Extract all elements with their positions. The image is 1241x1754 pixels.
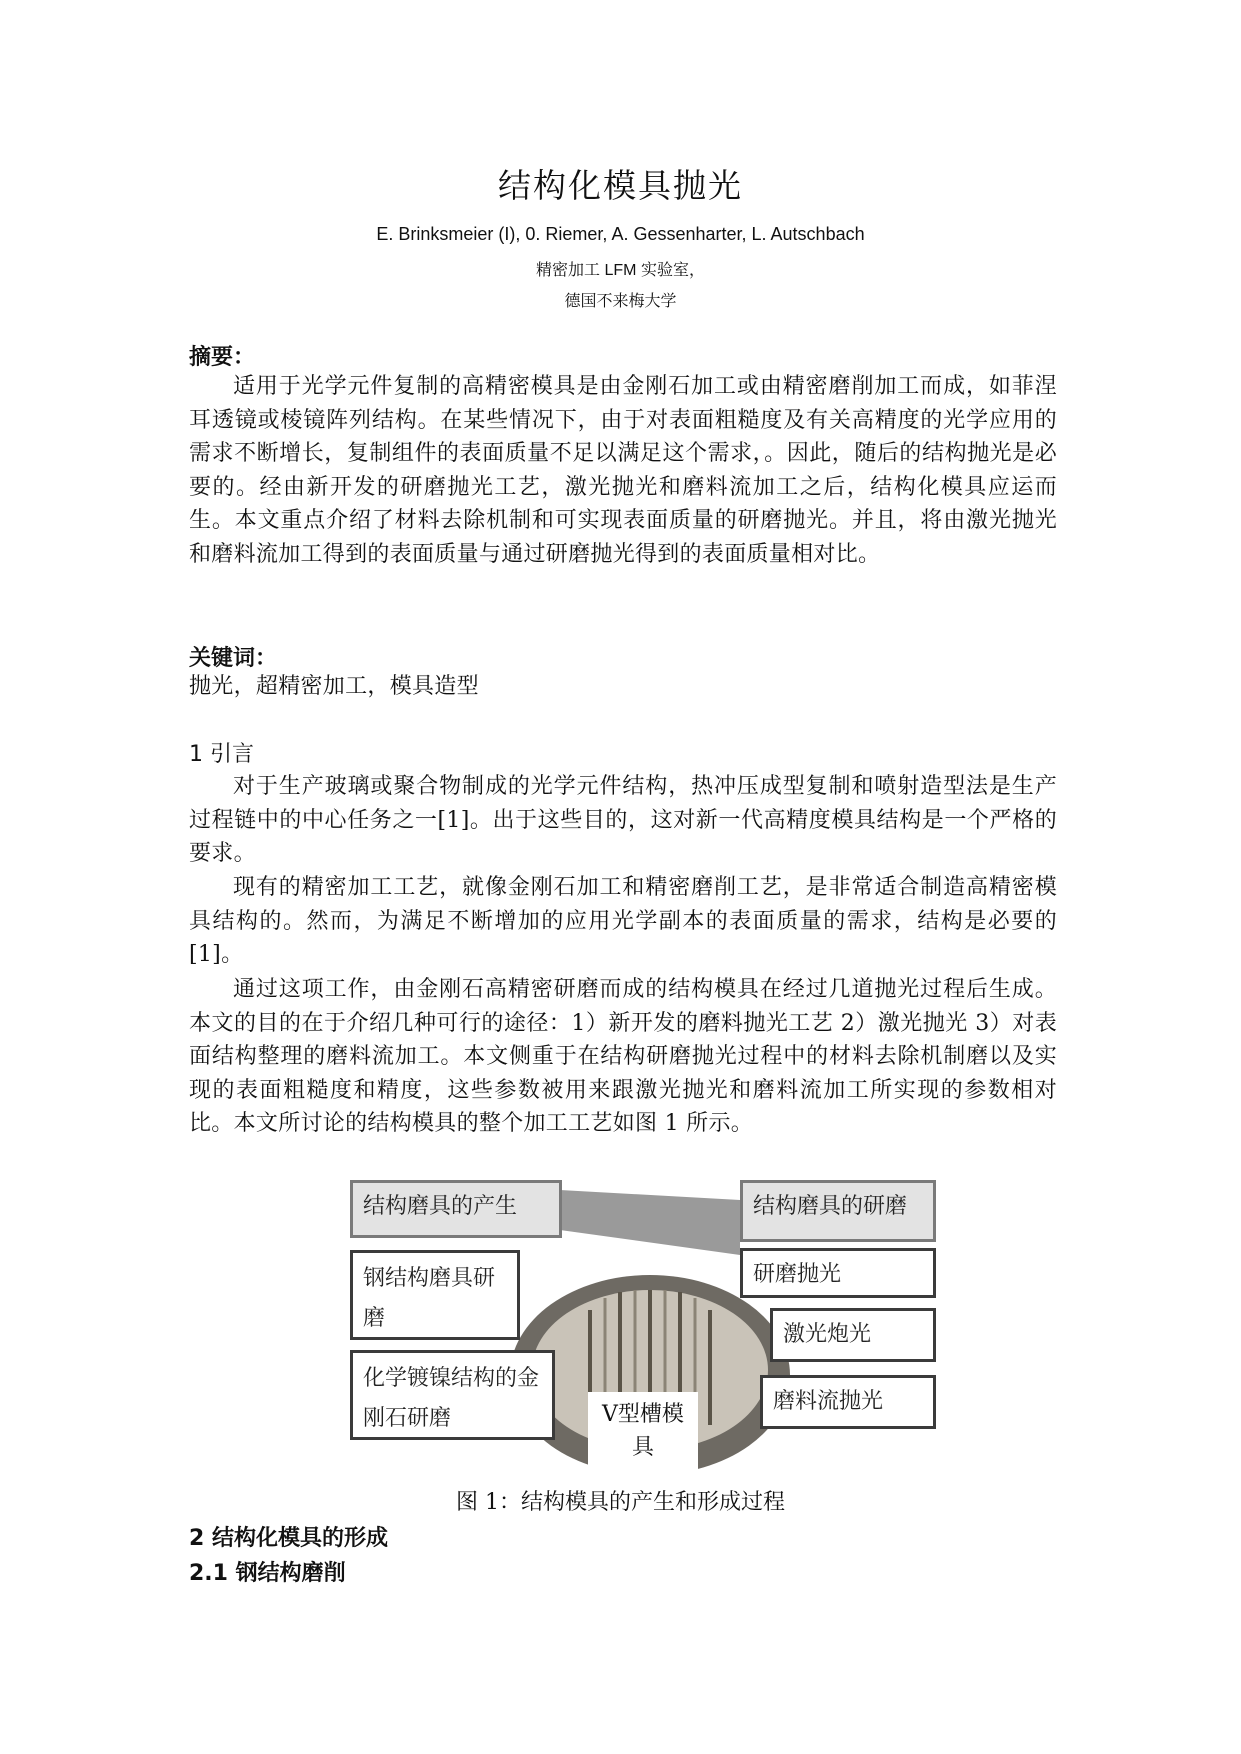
keywords-heading: 关键词： [189, 646, 278, 671]
figure-1 [350, 1180, 950, 1470]
section1-heading: 1 引言 [189, 742, 254, 767]
section2-heading: 2 结构化模具的形成 [189, 1526, 388, 1551]
mold-label: V型槽模具 [602, 1402, 684, 1460]
section2-1-heading: 2.1 钢结构磨削 [189, 1561, 346, 1586]
abstract-heading: 摘要： [189, 345, 256, 370]
box-lapping-polishing: 研磨抛光 [740, 1248, 936, 1298]
box-nickel-diamond-grinding: 化学镀镍结构的金刚石研磨 [350, 1350, 555, 1440]
funnel-shape [560, 1190, 740, 1255]
box-steel-grinding: 钢结构磨具研磨 [350, 1250, 520, 1340]
paper-title: 结构化模具抛光 [498, 166, 743, 205]
box-abrasive-flow-polishing: 磨料流抛光 [760, 1375, 936, 1429]
section1-paragraph-2: 现有的精密加工工艺，就像金刚石加工和精密磨削工艺，是非常适合制造高精密模具结构的。然而，为满足不断增加的应用光学副本的表面质量的需求，结构是必要的[1]。 [189, 875, 1057, 967]
box-laser-polishing: 激光炮光 [770, 1308, 936, 1362]
figure-1-caption: 图 1：结构模具的产生和形成过程 [456, 1490, 785, 1515]
box-mold-polishing: 结构磨具的研磨 [740, 1180, 936, 1242]
affiliation-lab: 精密加工 LFM 实验室， [536, 262, 705, 279]
keywords-text: 抛光，超精密加工，模具造型 [189, 674, 479, 699]
paper-authors: E. Brinksmeier (I), 0. Riemer, A. Gessenharter, L. Autschbach [376, 224, 865, 244]
affiliation-university: 德国不来梅大学 [564, 293, 677, 310]
box-structure-generation: 结构磨具的产生 [350, 1180, 562, 1238]
section1-paragraph-1: 对于生产玻璃或聚合物制成的光学元件结构，热冲压成型复制和喷射造型法是生产过程链中的中心任务之一[1]。出于这些目的，这对新一代高精度模具结构是一个严格的要求。 [189, 774, 1057, 866]
section1-paragraph-3: 通过这项工作，由金刚石高精密研磨而成的结构模具在经过几道抛光过程后生成。本文的目的在于介绍几种可行的途径：1）新开发的磨料抛光工艺 2）激光抛光 3）对表面结构整理的磨料流加工。本文侧重于在结构研磨抛光过程中的材料去除机制磨以及实现的表面粗糙度和精度，这些参数被用来跟激光抛光和磨料流加工所实现的参数相对比。本文所讨论的结构模具的整个加工工艺如图 1 所示。 [189, 977, 1057, 1136]
abstract-text: 适用于光学元件复制的高精密模具是由金刚石加工或由精密磨削加工而成，如菲涅耳透镜或棱镜阵列结构。在某些情况下，由于对表面粗糙度及有关高精度的光学应用的需求不断增长，复制组件的表面质量不足以满足这个需求，。因此，随后的结构抛光是必要的。经由新开发的研磨抛光工艺，激光抛光和磨料流加工之后，结构化模具应运而生。本文重点介绍了材料去除机制和可实现表面质量的研磨抛光。并且，将由激光抛光和磨料流加工得到的表面质量与通过研磨抛光得到的表面质量相对比。 [189, 374, 1057, 567]
